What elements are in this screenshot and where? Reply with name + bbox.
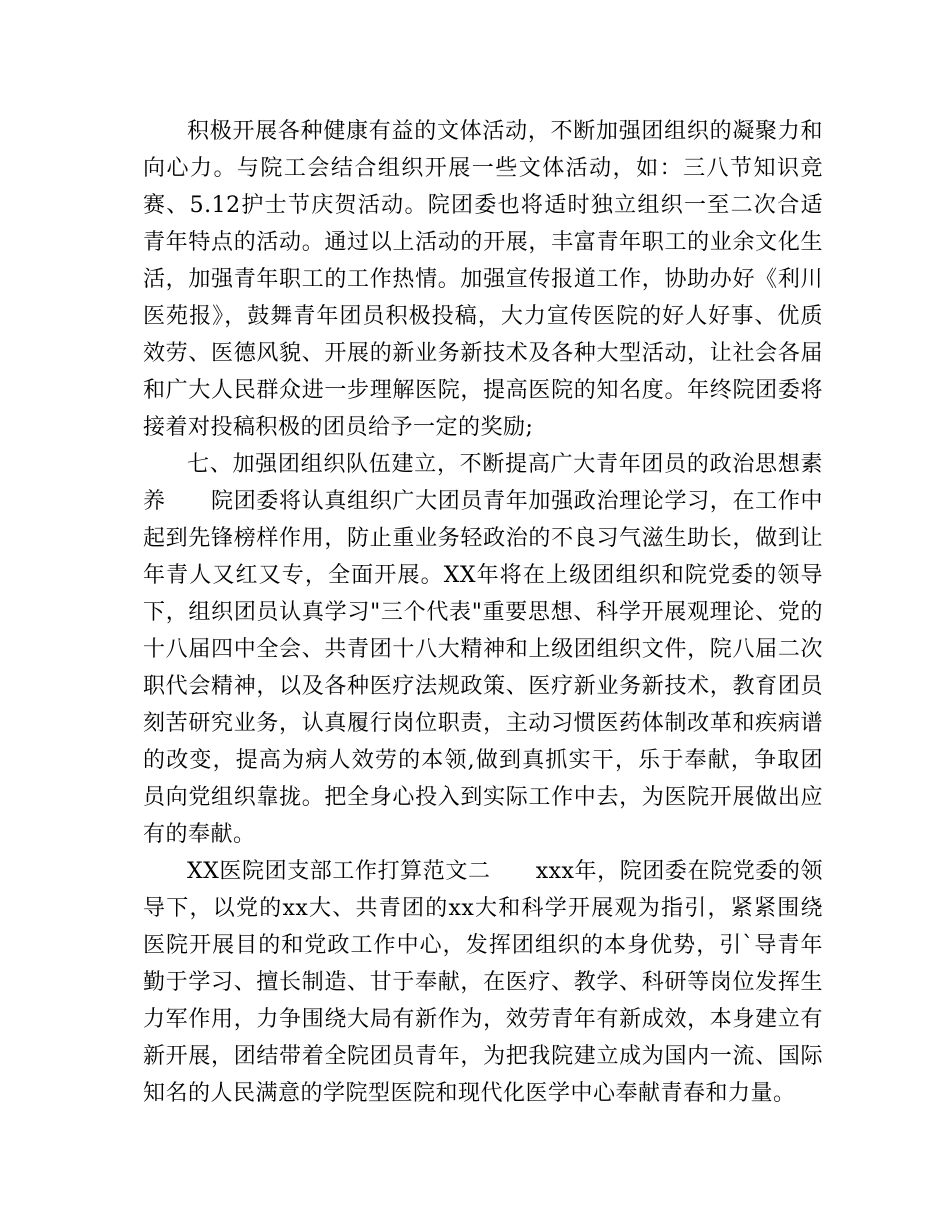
paragraph-culture-activities: 积极开展各种健康有益的文体活动，不断加强团组织的凝聚力和向心力。与院工会结合组织开展一些文体活动，如：三八节知识竞赛、5.12护士节庆贺活动。院团委也将适时独立组织一至二次合适青年特点的活动。通过以上活动的开展，丰富青年职工的业余文化生活，加强青年职工的工作热情。加强宣传报道工作，协助办好《利川医苑报》，鼓舞青年团员积极投稿，大力宣传医院的好人好事、优质效劳、医德风貌、开展的新业务新技术及各种大型活动，让社会各届和广大人民群众进一步理解医院，提高医院的知名度。年终院团委将接着对投稿积极的团员给予一定的奖励; <box>143 119 823 440</box>
paragraph-plan-sample-two: XX医院团支部工作打算范文二 xxx年，院团委在院党委的领导下，以党的xx大、共青团的xx大和科学开展观为指引，紧紧围绕医院开展目的和党政工作中心，发挥团组织的本身优势，引`导青年勤于学习、擅长制造、甘于奉献，在医疗、教学、科研等岗位发挥生力军作用，力争围绕大局有新作为，效劳青年有新成效，本身建立有新开展，团结带着全院团员青年，为把我院建立成为国内一流、国际知名的人民满意的学院型医院和现代化医学中心奉献青春和力量。 <box>143 859 823 1106</box>
paragraph-team-building: 七、加强团组织队伍建立，不断提高广大青年团员的政治思想素养 院团委将认真组织广大团员青年加强政治理论学习，在工作中起到先锋榜样作用，防止重业务轻政治的不良习气滋生助长，做到让年青人又红又专，全面开展。XX年将在上级团组织和院党委的领导下，组织团员认真学习"三个代表"重要思想、科学开展观理论、党的十八届四中全会、共青团十八大精神和上级团组织文件，院八届二次职代会精神，以及各种医疗法规政策、医疗新业务新技术，教育团员刻苦研究业务，认真履行岗位职责，主动习惯医药体制改革和疾病谱的改变，提高为病人效劳的本领,做到真抓实干，乐于奉献，争取团员向党组织靠拢。把全身心投入到实际工作中去，为医院开展做出应有的奉献。 <box>143 452 823 847</box>
document-body <box>143 113 823 1112</box>
